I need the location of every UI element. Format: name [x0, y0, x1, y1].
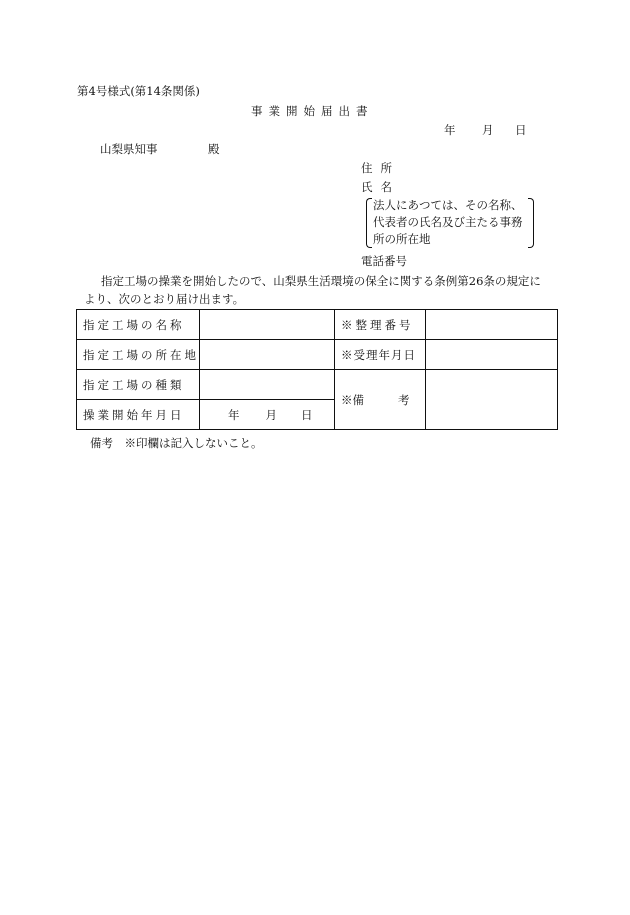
- date-year: 年: [444, 123, 456, 137]
- remarks-label-2: 考: [398, 392, 410, 407]
- footnote: 備考 ※印欄は記入しないこと。: [90, 436, 263, 450]
- remarks-label-cell: [335, 370, 426, 430]
- addressee: 山梨県知事: [100, 142, 158, 156]
- corporate-note-line: 代表者の氏名及び主たる事務: [373, 215, 523, 229]
- table-row: [77, 310, 558, 340]
- table-row: [77, 340, 558, 370]
- start-date-month: 月: [265, 407, 277, 422]
- applicant-phone-label: 電話番号: [361, 254, 407, 268]
- received-date-label: ※受理年月日: [335, 340, 426, 370]
- factory-name-label: 指定工場の名称: [77, 310, 200, 340]
- applicant-name-label: 氏名: [361, 180, 400, 194]
- received-date-field[interactable]: [426, 340, 558, 370]
- applicant-address-label: 住所: [361, 161, 400, 175]
- factory-location-field[interactable]: [200, 340, 335, 370]
- factory-type-field[interactable]: [200, 370, 335, 400]
- body-text-line: 指定工場の操業を開始したので、山梨県生活環境の保全に関する条例第26条の規定に: [101, 274, 541, 288]
- corporate-note-line: 所の所在地: [373, 232, 431, 246]
- bracket-left: [366, 198, 372, 248]
- factory-location-label: 指定工場の所在地: [77, 340, 200, 370]
- start-date-year: 年: [228, 407, 240, 422]
- body-text-line: より、次のとおり届け出ます。: [84, 292, 245, 306]
- corporate-note-line: 法人にあつては、その名称、: [373, 198, 523, 212]
- start-date-label: 操業開始年月日: [77, 400, 200, 430]
- reference-number-label: ※整理番号: [335, 310, 426, 340]
- reference-number-field[interactable]: [426, 310, 558, 340]
- addressee-suffix: 殿: [208, 142, 220, 156]
- bracket-right: [528, 198, 534, 248]
- factory-name-field[interactable]: [200, 310, 335, 340]
- remarks-field[interactable]: [426, 370, 558, 430]
- form-number: 第4号様式(第14条関係): [77, 84, 200, 98]
- date-month: 月: [482, 123, 494, 137]
- corporate-note: [366, 197, 534, 249]
- table-row: [77, 370, 558, 400]
- document-title: 事業開始届出書: [251, 104, 374, 118]
- start-date-day: 日: [301, 407, 313, 422]
- application-table: [76, 309, 558, 430]
- factory-type-label: 指定工場の種類: [77, 370, 200, 400]
- start-date-field[interactable]: [200, 400, 335, 430]
- remarks-label: ※備: [341, 392, 364, 407]
- date-day: 日: [515, 123, 527, 137]
